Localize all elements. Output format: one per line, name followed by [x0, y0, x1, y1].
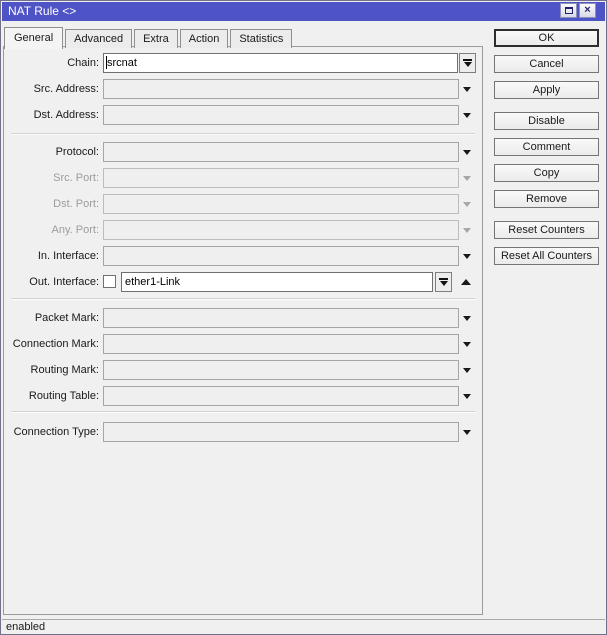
protocol-row [3, 142, 483, 162]
connection-type-label: Connection Type: [13, 426, 99, 438]
connection-mark-label: Connection Mark: [12, 338, 99, 350]
out-interface-row [3, 272, 483, 292]
status-text: enabled [6, 621, 46, 633]
reset-counters-button[interactable]: Reset Counters [494, 221, 599, 239]
src-address-row [3, 79, 483, 99]
tab-statistics[interactable]: Statistics [230, 29, 292, 48]
dropdown-arrow-icon[interactable] [463, 254, 471, 259]
in-interface-input[interactable] [103, 246, 459, 266]
connection-mark-row [3, 334, 483, 354]
dropdown-arrow-icon[interactable] [463, 316, 471, 321]
ok-button[interactable]: OK [494, 29, 599, 47]
status-bar [2, 619, 605, 633]
src-address-label: Src. Address: [33, 83, 99, 95]
any-port-input [103, 220, 459, 240]
packet-mark-label: Packet Mark: [34, 312, 99, 324]
chain-label: Chain: [67, 57, 99, 69]
text-caret [106, 56, 107, 69]
src-port-row [3, 168, 483, 188]
connection-type-input[interactable] [103, 422, 459, 442]
any-port-label: Any. Port: [51, 224, 99, 236]
apply-button[interactable]: Apply [494, 81, 599, 99]
dst-port-label: Dst. Port: [53, 198, 99, 210]
tab-bar [4, 25, 292, 47]
chain-row [3, 53, 483, 73]
dst-port-input [103, 194, 459, 214]
separator [11, 133, 475, 135]
tab-extra[interactable]: Extra [134, 29, 178, 48]
packet-mark-input[interactable] [103, 308, 459, 328]
dropdown-arrow-icon[interactable] [463, 342, 471, 347]
reset-all-counters-button[interactable]: Reset All Counters [494, 247, 599, 265]
out-interface-label: Out. Interface: [29, 276, 99, 288]
dropdown-arrow-icon[interactable] [463, 368, 471, 373]
dropdown-arrow-icon[interactable] [463, 394, 471, 399]
any-port-row [3, 220, 483, 240]
dropdown-arrow-icon[interactable] [463, 113, 471, 118]
dropdown-arrow-icon [463, 176, 471, 181]
dst-port-row [3, 194, 483, 214]
cancel-button[interactable]: Cancel [494, 55, 599, 73]
tab-general[interactable]: General [4, 27, 63, 49]
collapse-up-icon[interactable] [461, 279, 471, 285]
close-icon: × [584, 4, 591, 16]
protocol-label: Protocol: [55, 146, 99, 158]
combo-dropdown-icon [463, 59, 472, 61]
dropdown-arrow-icon[interactable] [463, 87, 471, 92]
tab-action[interactable]: Action [180, 29, 229, 48]
tab-advanced[interactable]: Advanced [65, 29, 132, 48]
disable-button[interactable]: Disable [494, 112, 599, 130]
routing-table-label: Routing Table: [28, 390, 99, 402]
dropdown-arrow-icon [463, 228, 471, 233]
in-interface-label: In. Interface: [37, 250, 99, 262]
general-tab-panel [3, 46, 483, 615]
maximize-icon [565, 7, 573, 14]
dst-address-input[interactable] [103, 105, 459, 125]
dropdown-arrow-icon[interactable] [463, 150, 471, 155]
protocol-input[interactable] [103, 142, 459, 162]
packet-mark-row [3, 308, 483, 328]
connection-type-row [3, 422, 483, 442]
separator [11, 298, 475, 300]
chain-dropdown-button[interactable] [459, 53, 476, 73]
chain-input[interactable] [103, 53, 458, 73]
window-title: NAT Rule <> [8, 4, 77, 18]
out-interface-dropdown-button[interactable] [435, 272, 452, 292]
routing-table-row [3, 386, 483, 406]
routing-mark-input[interactable] [103, 360, 459, 380]
routing-table-input[interactable] [103, 386, 459, 406]
comment-button[interactable]: Comment [494, 138, 599, 156]
routing-mark-label: Routing Mark: [30, 364, 99, 376]
dst-address-label: Dst. Address: [33, 109, 99, 121]
maximize-button[interactable] [560, 3, 577, 18]
separator [11, 411, 475, 413]
out-interface-not-checkbox[interactable] [103, 275, 116, 288]
src-port-input [103, 168, 459, 188]
dst-address-row [3, 105, 483, 125]
connection-mark-input[interactable] [103, 334, 459, 354]
titlebar[interactable] [2, 2, 605, 21]
combo-dropdown-icon [439, 278, 448, 280]
src-address-input[interactable] [103, 79, 459, 99]
remove-button[interactable]: Remove [494, 190, 599, 208]
close-button[interactable] [579, 3, 596, 18]
routing-mark-row [3, 360, 483, 380]
dropdown-arrow-icon[interactable] [463, 430, 471, 435]
copy-button[interactable]: Copy [494, 164, 599, 182]
src-port-label: Src. Port: [53, 172, 99, 184]
dropdown-arrow-icon [463, 202, 471, 207]
in-interface-row [3, 246, 483, 266]
out-interface-input[interactable] [121, 272, 433, 292]
